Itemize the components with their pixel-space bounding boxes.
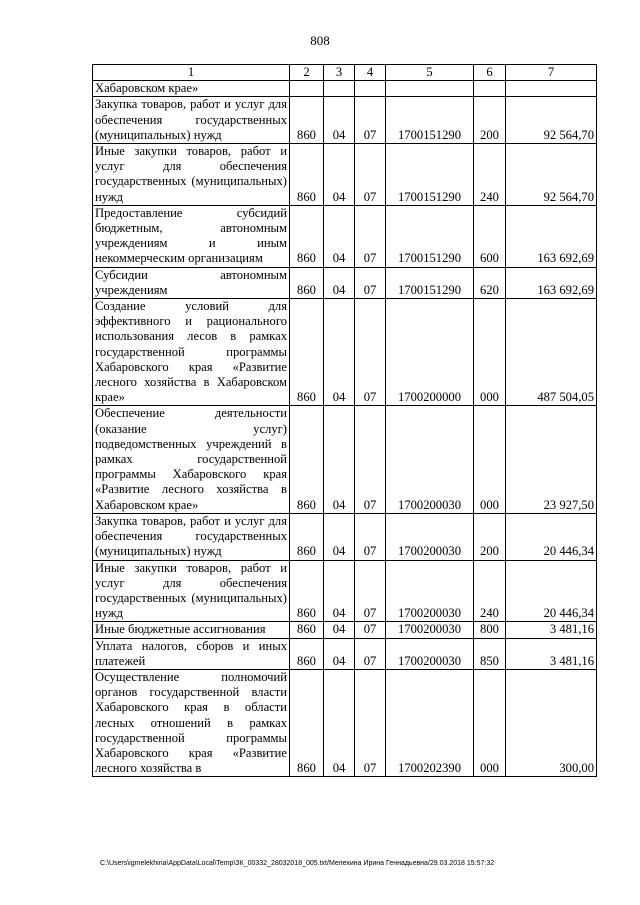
row-amount: 3 481,16 [506,638,597,669]
row-amount [506,81,597,97]
row-amount: 23 927,50 [506,406,597,513]
column-header: 3 [324,65,355,81]
row-code-6: 000 [474,299,506,406]
row-code-2: 860 [290,638,324,669]
column-header: 2 [290,65,324,81]
row-name: Закупка товаров, работ и услуг для обеспечения государственных (муниципальных) нужд [93,513,290,560]
table-row [93,513,597,560]
table-row [93,299,597,406]
row-name: Закупка товаров, работ и услуг для обеспечения государственных (муниципальных) нужд [93,97,290,144]
row-code-4: 07 [355,406,386,513]
row-code-5: 1700200030 [386,560,474,622]
row-code-4: 07 [355,299,386,406]
row-code-3: 04 [324,267,355,298]
row-code-4: 07 [355,97,386,144]
table-row [93,669,597,776]
row-code-2: 860 [290,513,324,560]
row-code-5: 1700151290 [386,144,474,206]
row-code-4: 07 [355,622,386,638]
column-header: 1 [93,65,290,81]
row-name: Предоставление субсидий бюджетным, автономным учреждениям и иным некоммерческим организациям [93,205,290,267]
row-name: Иные закупки товаров, работ и услуг для обеспечения государственных (муниципальных) нужд [93,144,290,206]
row-code-4 [355,81,386,97]
row-code-6: 240 [474,144,506,206]
row-code-5 [386,81,474,97]
row-code-5: 1700200030 [386,406,474,513]
row-name: Иные бюджетные ассигнования [93,622,290,638]
row-code-3 [324,81,355,97]
table-row [93,406,597,513]
row-code-2: 860 [290,205,324,267]
row-code-2: 860 [290,406,324,513]
row-name: Хабаровском крае» [93,81,290,97]
row-code-5: 1700151290 [386,267,474,298]
row-code-6: 000 [474,669,506,776]
row-code-6: 850 [474,638,506,669]
row-name: Уплата налогов, сборов и иных платежей [93,638,290,669]
row-code-2: 860 [290,267,324,298]
table-row [93,205,597,267]
row-code-3: 04 [324,97,355,144]
column-header: 5 [386,65,474,81]
column-header: 4 [355,65,386,81]
row-amount: 20 446,34 [506,513,597,560]
row-code-5: 1700200000 [386,299,474,406]
row-code-3: 04 [324,299,355,406]
table-row [93,267,597,298]
row-code-2: 860 [290,669,324,776]
row-code-6 [474,81,506,97]
row-code-2: 860 [290,144,324,206]
file-path-footer: C:\Users\igmelekhina\AppData\Local\Temp\ЗК_00332_28032018_005.txt/Мелехина Ирина Геннадьевна/29.03.2018 15:57:32 [100,860,495,867]
row-code-2: 860 [290,299,324,406]
table-row [93,144,597,206]
row-code-4: 07 [355,267,386,298]
row-code-6: 800 [474,622,506,638]
row-name: Осуществление полномочий органов государственной власти Хабаровского края в области лесных отношений в рамках государственной программы Хабаровского края «Развитие лесного хозяйства в [93,669,290,776]
row-code-3: 04 [324,638,355,669]
row-amount: 92 564,70 [506,97,597,144]
row-amount: 300,00 [506,669,597,776]
row-code-6: 200 [474,97,506,144]
page-number: 808 [310,33,330,48]
row-name: Субсидии автономным учреждениям [93,267,290,298]
row-code-4: 07 [355,513,386,560]
row-code-5: 1700200030 [386,638,474,669]
row-code-5: 1700200030 [386,622,474,638]
row-amount: 163 692,69 [506,205,597,267]
row-code-2: 860 [290,97,324,144]
row-code-2: 860 [290,560,324,622]
column-header: 7 [506,65,597,81]
row-code-3: 04 [324,144,355,206]
row-amount: 92 564,70 [506,144,597,206]
row-code-6: 240 [474,560,506,622]
row-code-6: 000 [474,406,506,513]
table-row [93,638,597,669]
row-amount: 487 504,05 [506,299,597,406]
row-name: Обеспечение деятельности (оказание услуг) подведомственных учреждений в рамках государственной программы Хабаровского края «Развитие лесного хозяйства в Хабаровском крае» [93,406,290,513]
row-code-3: 04 [324,622,355,638]
row-amount: 163 692,69 [506,267,597,298]
row-code-3: 04 [324,669,355,776]
row-amount: 3 481,16 [506,622,597,638]
row-code-3: 04 [324,205,355,267]
row-code-5: 1700200030 [386,513,474,560]
row-code-4: 07 [355,560,386,622]
row-code-3: 04 [324,560,355,622]
row-code-5: 1700151290 [386,205,474,267]
row-code-6: 620 [474,267,506,298]
table-body [93,81,597,777]
row-code-6: 600 [474,205,506,267]
column-header: 6 [474,65,506,81]
row-code-4: 07 [355,144,386,206]
table-row [93,97,597,144]
row-code-6: 200 [474,513,506,560]
table-row [93,81,597,97]
table-row [93,560,597,622]
row-name: Иные закупки товаров, работ и услуг для обеспечения государственных (муниципальных) нужд [93,560,290,622]
table-row [93,622,597,638]
row-code-4: 07 [355,205,386,267]
row-code-2: 860 [290,622,324,638]
table-header-row [93,65,597,81]
row-code-3: 04 [324,406,355,513]
row-code-5: 1700202390 [386,669,474,776]
row-name: Создание условий для эффективного и рационального использования лесов в рамках государственной программы Хабаровского края «Развитие лесного хозяйства в Хабаровском крае» [93,299,290,406]
row-code-4: 07 [355,669,386,776]
row-code-5: 1700151290 [386,97,474,144]
row-amount: 20 446,34 [506,560,597,622]
budget-table [92,64,597,777]
row-code-2 [290,81,324,97]
row-code-3: 04 [324,513,355,560]
row-code-4: 07 [355,638,386,669]
